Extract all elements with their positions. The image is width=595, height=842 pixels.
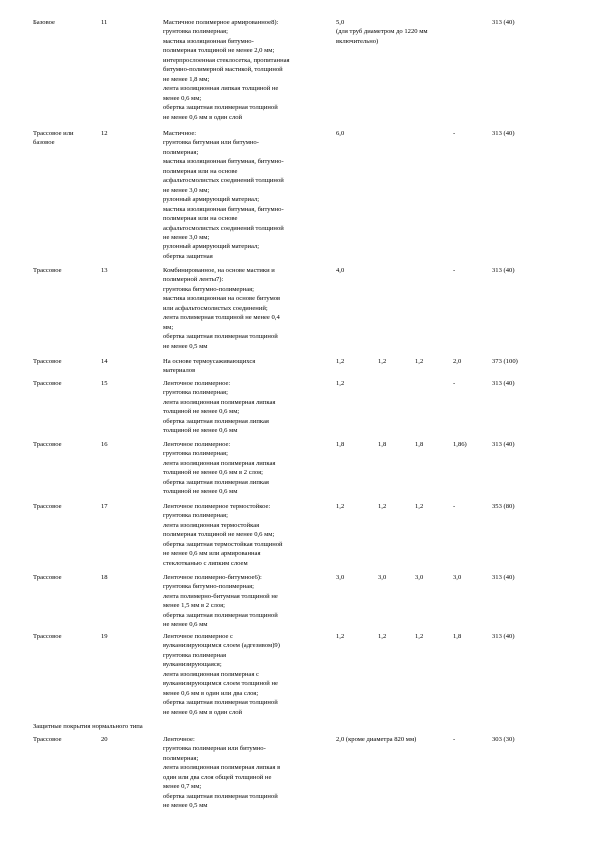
max-temperature: 313 (40) bbox=[492, 574, 515, 581]
thickness-value-3: 1,2 bbox=[415, 503, 424, 510]
max-temperature: 303 (30) bbox=[492, 736, 515, 743]
thickness-value-1: 2,0 (кроме диаметра 820 мм) bbox=[336, 736, 417, 743]
coating-description: Ленточное полимерно-битумное6): грунтовка битумно-полимерная; лента полимерно-битумная толщиной не менее 1,5 мм в 2 слоя; обертка защитная полимерная толщиной не менее 0,6 мм bbox=[163, 574, 278, 629]
thickness-value-2: 3,0 bbox=[378, 574, 387, 581]
max-temperature: 313 (40) bbox=[492, 633, 515, 640]
coating-description: Ленточное полимерное: грунтовка полимерная; лента изоляционная полимерная липкая толщиной не менее 0,6 мм в 2 слоя; обертка защитная полимерная липкая толщиной не менее 0,6 мм bbox=[163, 441, 276, 496]
max-temperature: 353 (80) bbox=[492, 503, 515, 510]
thickness-value-1: 1,8 bbox=[336, 441, 345, 448]
row-number: 14 bbox=[101, 358, 108, 365]
row-number: 11 bbox=[101, 19, 108, 26]
thickness-value-2: 1,8 bbox=[378, 441, 387, 448]
thickness-value-4: - bbox=[453, 503, 456, 510]
coating-category: Трассовое bbox=[33, 358, 62, 365]
row-number: 18 bbox=[101, 574, 108, 581]
max-temperature: 313 (40) bbox=[492, 267, 515, 274]
thickness-value-3: 3,0 bbox=[415, 574, 424, 581]
max-temperature: 313 (40) bbox=[492, 441, 515, 448]
thickness-value-1: 3,0 bbox=[336, 574, 345, 581]
row-number: 19 bbox=[101, 633, 108, 640]
thickness-value-1: 1,2 bbox=[336, 358, 345, 365]
thickness-value-4: 1,86) bbox=[453, 441, 467, 448]
coating-category: Трассовое bbox=[33, 574, 62, 581]
thickness-value-2: 1,2 bbox=[378, 633, 387, 640]
max-temperature: 313 (40) bbox=[492, 130, 515, 137]
coating-description: Ленточное полимерное термостойкое: грунтовка полимерная; лента изоляционная термостойкая полимерная толщиной не менее 0,6 мм; обертка защитная термостойкая толщиной не менее 0,6 мм или армированная стеклотканью с липким слоем bbox=[163, 503, 283, 567]
thickness-value-4: - bbox=[453, 736, 456, 743]
thickness-value-2: 1,2 bbox=[378, 358, 387, 365]
section-heading: Защитные покрытия нормального типа bbox=[33, 723, 143, 730]
thickness-value-4: 2,0 bbox=[453, 358, 462, 365]
thickness-value-1: 4,0 bbox=[336, 267, 345, 274]
thickness-value-1: 1,2 bbox=[336, 503, 345, 510]
thickness-value-1: 6,0 bbox=[336, 130, 345, 137]
coating-description: Комбинированное, на основе мастики и полимерной ленты7): грунтовка битумно-полимерная; мастика изоляционная на основе битумов или асфальтосмолистых соединений; лента полимерная толщиной не менее 0,4 мм; обертка защитная полимерная толщиной не менее 0,5 мм bbox=[163, 267, 281, 350]
coating-category: Трассовое bbox=[33, 380, 62, 387]
coating-category: Трассовое bbox=[33, 633, 62, 640]
thickness-value-3: 1,2 bbox=[415, 633, 424, 640]
thickness-value-2: 1,2 bbox=[378, 503, 387, 510]
thickness-value-4: - bbox=[453, 130, 456, 137]
coating-category: Трассовое bbox=[33, 736, 62, 743]
coating-description: На основе термоусаживающихся материалов bbox=[163, 358, 256, 375]
thickness-value-3: 1,2 bbox=[415, 358, 424, 365]
coating-description: Ленточное полимерное: грунтовка полимерная; лента изоляционная полимерная липкая толщиной не менее 0,6 мм; обертка защитная полимерная липкая толщиной не менее 0,6 мм bbox=[163, 380, 276, 435]
row-number: 17 bbox=[101, 503, 108, 510]
thickness-value-3: 1,8 bbox=[415, 441, 424, 448]
coating-category: Трассовое bbox=[33, 441, 62, 448]
coating-description: Мастичное полимерное армированное8): грунтовка полимерная; мастика изоляционная битумно- полимерная толщиной не менее 2,0 мм; интерпрослоенная стеклосетка, пропитанная битумно-полимерной мастикой, толщиной не менее 1,8 мм; лента изоляционная липкая толщиной не менее 0,6 мм; обертка защитная полимерная толщиной не менее 0,6 мм в один слой bbox=[163, 19, 290, 121]
thickness-value-1: 1,2 bbox=[336, 380, 345, 387]
max-temperature: 313 (40) bbox=[492, 380, 515, 387]
thickness-value-4: - bbox=[453, 380, 456, 387]
max-temperature: 313 (40) bbox=[492, 19, 515, 26]
row-number: 15 bbox=[101, 380, 108, 387]
coating-category: Трассовое bbox=[33, 503, 62, 510]
thickness-value-1: 5,0 (для труб диаметром до 1220 мм включительно) bbox=[336, 19, 428, 45]
max-temperature: 373 (100) bbox=[492, 358, 518, 365]
coating-category: Базовое bbox=[33, 19, 55, 26]
thickness-value-4: - bbox=[453, 267, 456, 274]
coating-category: Трассовое bbox=[33, 267, 62, 274]
coating-description: Ленточное полимерное с вулканизирующимся слоем (адгезивом)9) грунтовка полимерная вулканизирующаяся; лента изоляционная полимерная с вулканизирующимся слоем толщиной не менее 0,6 мм в один или два слоя; обертка защитная полимерная толщиной не менее 0,6 мм в один слой bbox=[163, 633, 280, 716]
coating-description: Мастичное: грунтовка битумная или битумно- полимерная; мастика изоляционная битумная, битумно- полимерная или на основе асфальтосмолистых соединений толщиной не менее 3,0 мм; рулонный армирующий материал; мастика изоляционная битумная, битумно- полимерная или на основе асфальтосмолистых соединений толщиной не менее 3,0 мм; рулонный армирующий материал; обертка защитная bbox=[163, 130, 284, 260]
thickness-value-1: 1,2 bbox=[336, 633, 345, 640]
thickness-value-4: 3,0 bbox=[453, 574, 462, 581]
thickness-value-4: 1,8 bbox=[453, 633, 462, 640]
row-number: 13 bbox=[101, 267, 108, 274]
coating-category: Трассовое или базовое bbox=[33, 130, 74, 147]
row-number: 12 bbox=[101, 130, 108, 137]
row-number: 16 bbox=[101, 441, 108, 448]
coating-description: Ленточное: грунтовка полимерная или битумно- полимерная; лента изоляционная полимерная липкая в один или два слоя общей толщиной не менее 0,7 мм; обертка защитная полимерная толщиной не менее 0,5 мм bbox=[163, 736, 281, 810]
row-number: 20 bbox=[101, 736, 108, 743]
